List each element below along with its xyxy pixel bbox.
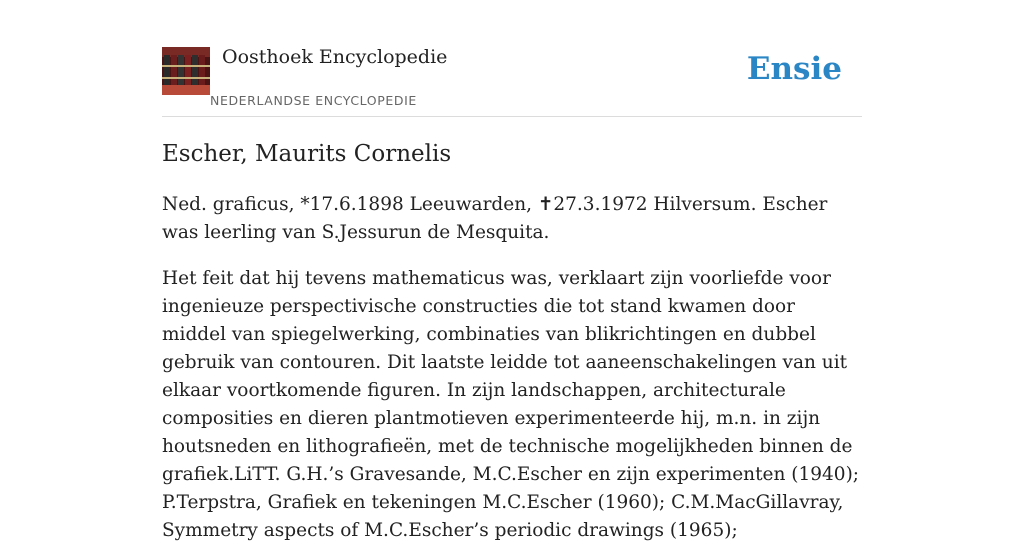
- article-paragraph: Het feit dat hij tevens mathematicus was, verklaart zijn voorliefde voor ingenieuze perspectivische constructies die tot stand kwamen door middel van spiegelwerking, combinaties van blikrichtingen en dubbel gebruik van contouren. Dit laatste leidde tot aaneenschakelingen van uit elkaar voortkomende figuren. In zijn landschappen, architecturale composities en dieren plantmotieven experimenteerde hij, m.n. in zijn houtsneden en lithografieën, met de technische mogelijkheden binnen de grafiek.LiTT. G.H.’s Gravesande, M.C.Escher en zijn experimenten (1940); P.Terpstra, Grafiek en tekeningen M.C.Escher (1960); C.M.MacGillavray, Symmetry aspects of M.C.Escher’s periodic drawings (1965);: [162, 268, 860, 541]
- site-header: [162, 0, 862, 117]
- article: [162, 138, 862, 545]
- article-paragraph: Ned. graficus, *17.6.1898 Leeuwarden, ✝27.3.1972 Hilversum. Escher was leerling van S.Jessurun de Mesquita.: [162, 194, 828, 243]
- brand-logo[interactable]: Ensie: [746, 51, 842, 87]
- site-subtitle: NEDERLANDSE ENCYCLOPEDIE: [210, 93, 417, 108]
- books-icon: [162, 47, 210, 95]
- site-logo-avatar[interactable]: [162, 47, 210, 95]
- article-title: Escher, Maurits Cornelis: [162, 141, 452, 167]
- site-title[interactable]: Oosthoek Encyclopedie: [222, 46, 448, 68]
